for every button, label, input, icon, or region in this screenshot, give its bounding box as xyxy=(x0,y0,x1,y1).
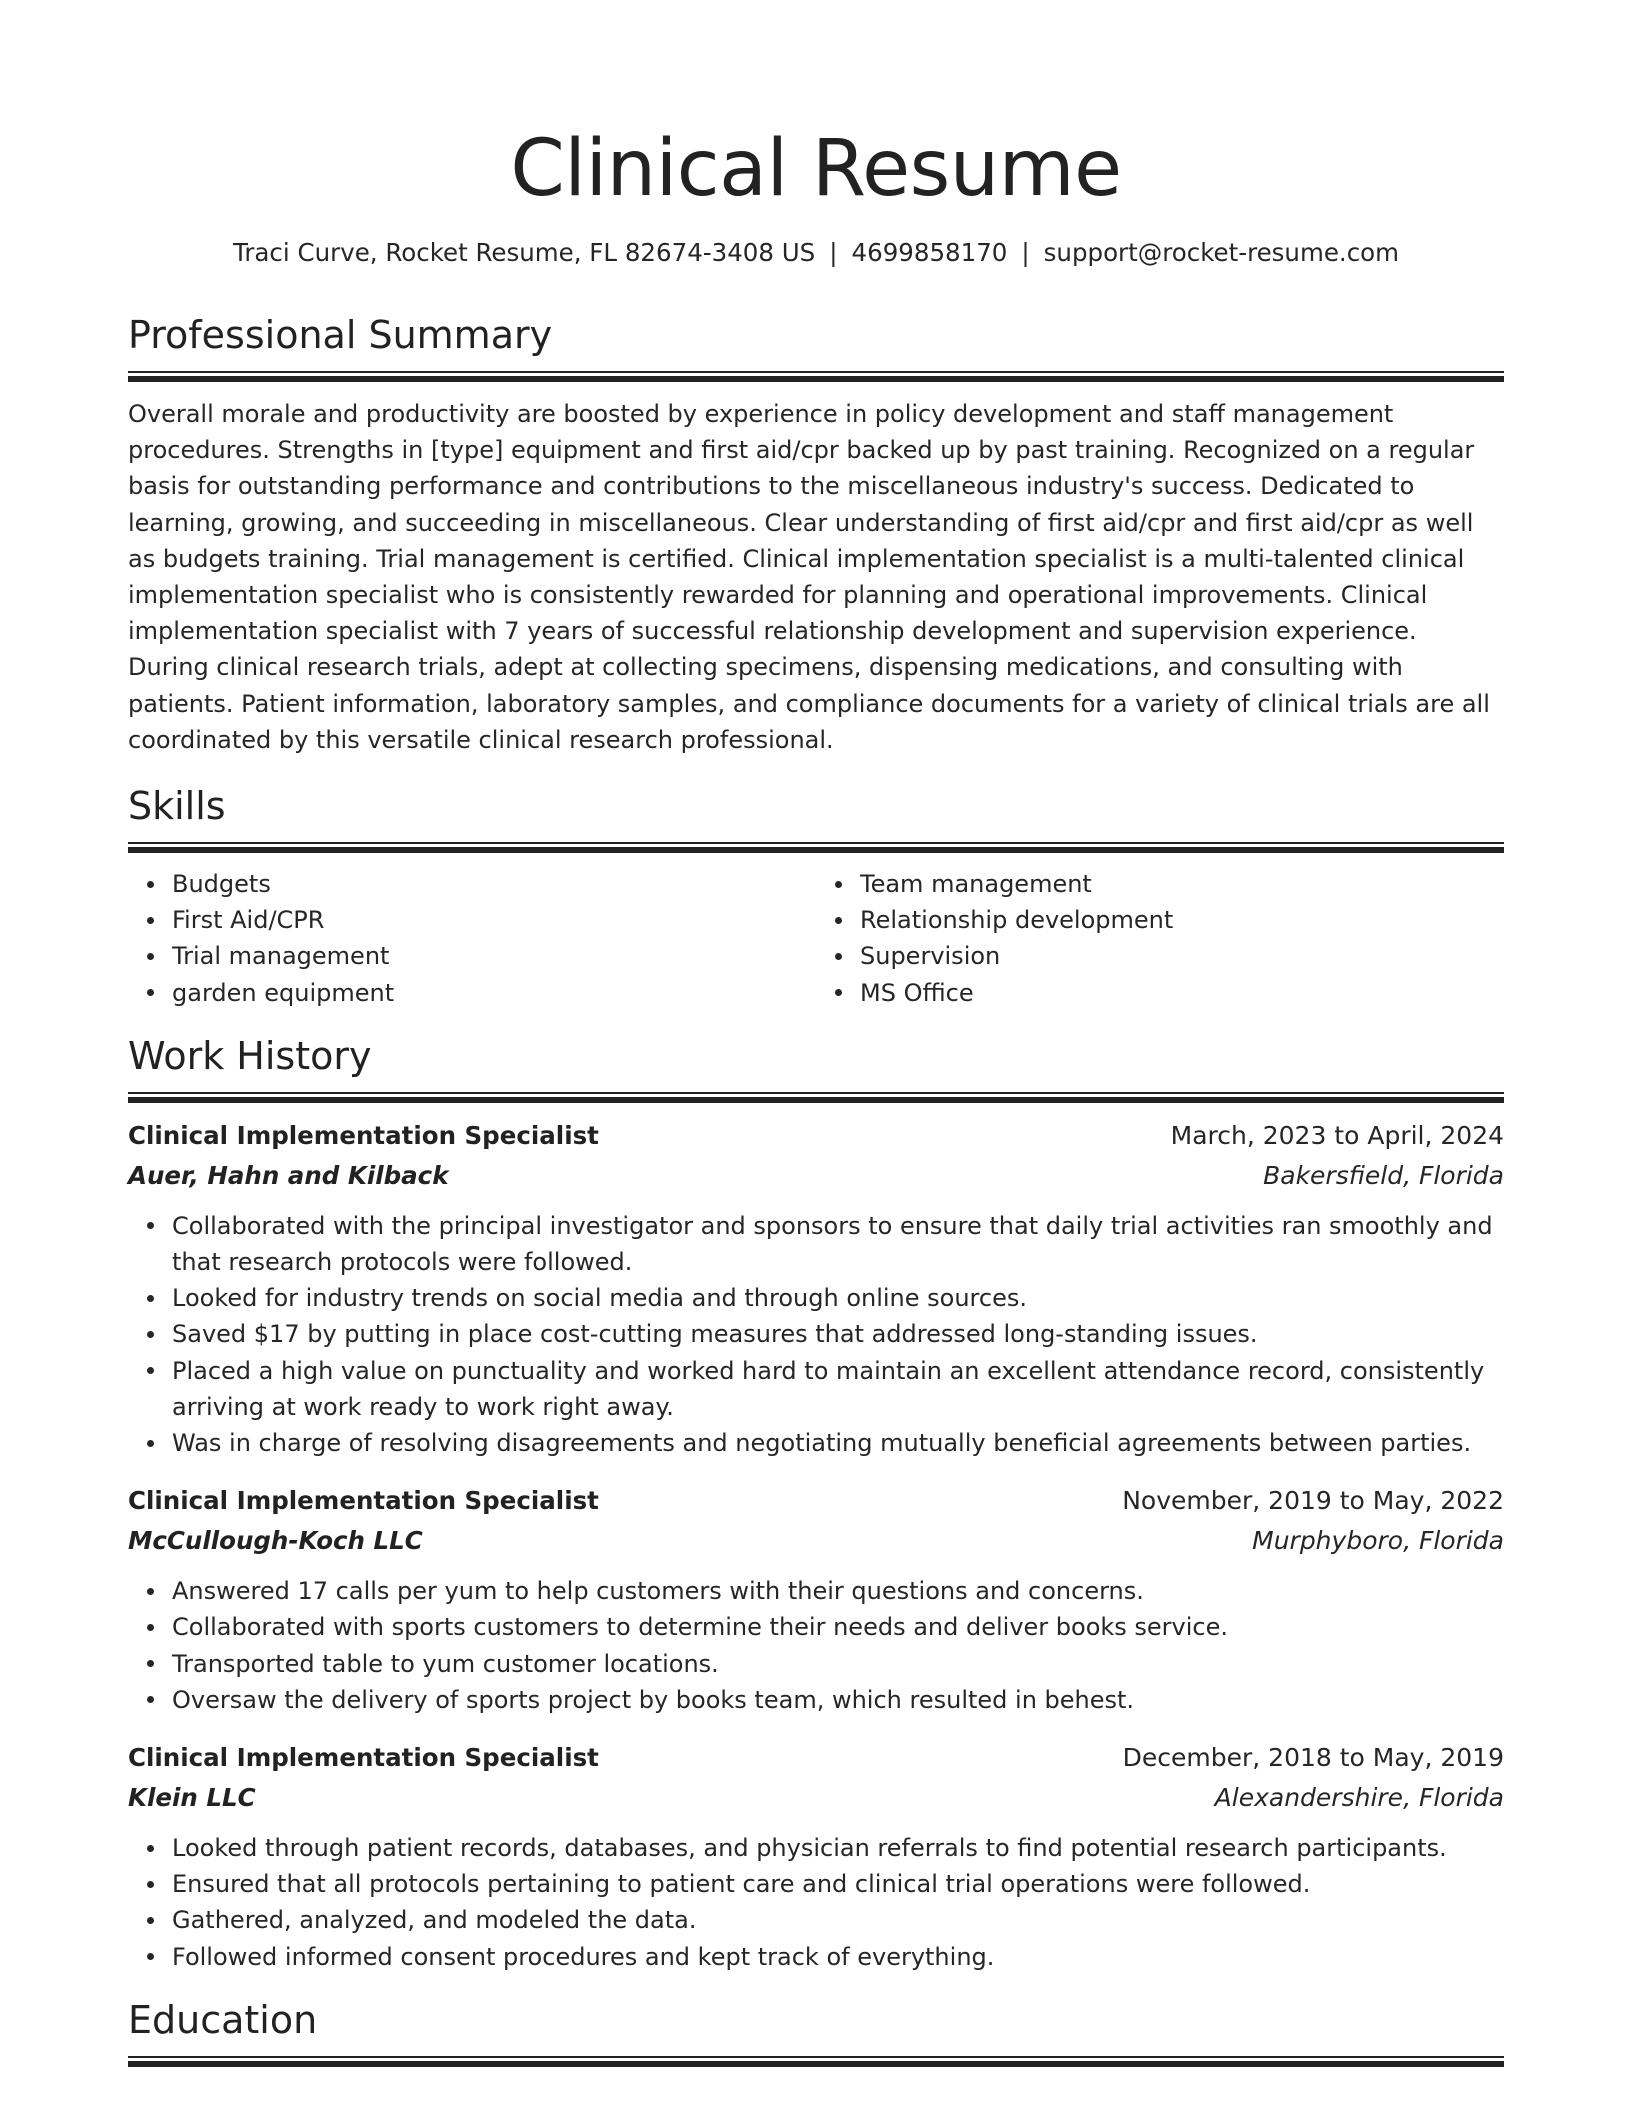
section-rule xyxy=(128,371,1504,382)
job-dates: March, 2023 to April, 2024 xyxy=(1170,1120,1504,1150)
summary-heading: Professional Summary xyxy=(128,313,553,357)
job-bullet: Gathered, analyzed, and modeled the data. xyxy=(172,1902,1504,1938)
work-history-section xyxy=(128,1033,1504,1975)
job-bullet: Collaborated with sports customers to determine their needs and deliver books service. xyxy=(172,1609,1504,1645)
job-entry xyxy=(128,1738,1504,1975)
job-company: Klein LLC xyxy=(128,1783,256,1813)
skill-item: First Aid/CPR xyxy=(172,902,816,938)
contact-separator: | xyxy=(1021,238,1030,267)
contact-line xyxy=(128,236,1504,270)
job-title: Clinical Implementation Specialist xyxy=(128,1743,599,1773)
job-bullet: Placed a high value on punctuality and worked hard to maintain an excellent attendance record, consistently arriving at work ready to work right away. xyxy=(172,1353,1504,1425)
job-title: Clinical Implementation Specialist xyxy=(128,1120,599,1150)
job-bullets xyxy=(128,1830,1504,1975)
skill-item: Relationship development xyxy=(860,902,1504,938)
skill-item: Team management xyxy=(860,866,1504,902)
skills-right-list xyxy=(816,866,1504,1011)
job-bullet: Transported table to yum customer locations. xyxy=(172,1646,1504,1682)
skills-heading: Skills xyxy=(128,784,226,829)
job-company: Auer, Hahn and Kilback xyxy=(128,1160,449,1190)
section-rule xyxy=(128,842,1504,853)
section-rule xyxy=(128,1092,1504,1103)
job-bullet: Saved $17 by putting in place cost-cutting measures that addressed long-standing issues. xyxy=(172,1316,1504,1352)
education-heading: Education xyxy=(128,1997,318,2042)
skills-section xyxy=(128,783,1504,1011)
job-bullet: Ensured that all protocols pertaining to patient care and clinical trial operations were followed. xyxy=(172,1866,1504,1902)
job-subheader xyxy=(128,1521,1504,1561)
job-header xyxy=(128,1481,1504,1521)
resume-title: Clinical Resume xyxy=(510,124,1122,214)
contact-address: Traci Curve, Rocket Resume, FL 82674-3408 US xyxy=(232,238,816,267)
job-bullet: Collaborated with the principal investigator and sponsors to ensure that daily trial activities ran smoothly and that research protocols were followed. xyxy=(172,1208,1504,1280)
education-section xyxy=(128,1997,1504,2067)
job-bullet: Looked through patient records, databases, and physician referrals to find potential research participants. xyxy=(172,1830,1504,1866)
skills-columns xyxy=(128,866,1504,1011)
job-bullet: Was in charge of resolving disagreements and negotiating mutually beneficial agreements between parties. xyxy=(172,1425,1504,1461)
section-rule xyxy=(128,2056,1504,2067)
job-location: Murphyboro, Florida xyxy=(1252,1526,1504,1556)
summary-text: Overall morale and productivity are boosted by experience in policy development and staff management procedures. Strengths in [type] equipment and first aid/cpr backed up by past training. Recognized on a regular basis for outstanding performance and contributions to the miscellaneous industry's success. Dedicated to learning, growing, and succeeding in miscellaneous. Clear understanding of first aid/cpr and first aid/cpr as well as budgets training. Trial management is certified. Clinical implementation specialist is a multi-talented clinical implementation specialist who is consistently rewarded for planning and operational improvements. Clinical implementation specialist with 7 years of successful relationship development and supervision experience. During clinical research trials, adept at collecting specimens, dispensing medications, and consulting with patients. Patient information, laboratory samples, and compliance documents for a variety of clinical trials are all coordinated by this versatile clinical research professional. xyxy=(128,400,1490,754)
job-bullet: Answered 17 calls per yum to help customers with their questions and concerns. xyxy=(172,1573,1504,1609)
contact-phone: 4699858170 xyxy=(851,238,1008,267)
skill-item: Budgets xyxy=(172,866,816,902)
summary-section xyxy=(128,312,1504,758)
skill-item: garden equipment xyxy=(172,975,816,1011)
contact-separator: | xyxy=(829,238,838,267)
skill-item: Trial management xyxy=(172,938,816,974)
job-location: Alexandershire, Florida xyxy=(1214,1783,1504,1813)
work-history-heading: Work History xyxy=(128,1033,372,1078)
job-subheader xyxy=(128,1778,1504,1818)
job-bullet: Followed informed consent procedures and kept track of everything. xyxy=(172,1939,1504,1975)
job-subheader xyxy=(128,1156,1504,1196)
job-location: Bakersfield, Florida xyxy=(1263,1160,1504,1190)
contact-email: support@rocket-resume.com xyxy=(1043,238,1400,267)
job-entry xyxy=(128,1116,1504,1461)
job-bullet: Oversaw the delivery of sports project by books team, which resulted in behest. xyxy=(172,1682,1504,1718)
job-bullet: Looked for industry trends on social media and through online sources. xyxy=(172,1280,1504,1316)
skill-item: MS Office xyxy=(860,975,1504,1011)
skill-item: Supervision xyxy=(860,938,1504,974)
skills-left-list xyxy=(128,866,816,1011)
job-title: Clinical Implementation Specialist xyxy=(128,1486,599,1516)
job-header xyxy=(128,1116,1504,1156)
job-bullets xyxy=(128,1208,1504,1461)
job-bullets xyxy=(128,1573,1504,1718)
job-dates: November, 2019 to May, 2022 xyxy=(1122,1486,1504,1516)
job-company: McCullough-Koch LLC xyxy=(128,1526,423,1556)
job-entry xyxy=(128,1481,1504,1718)
job-header xyxy=(128,1738,1504,1778)
job-dates: December, 2018 to May, 2019 xyxy=(1122,1743,1504,1773)
